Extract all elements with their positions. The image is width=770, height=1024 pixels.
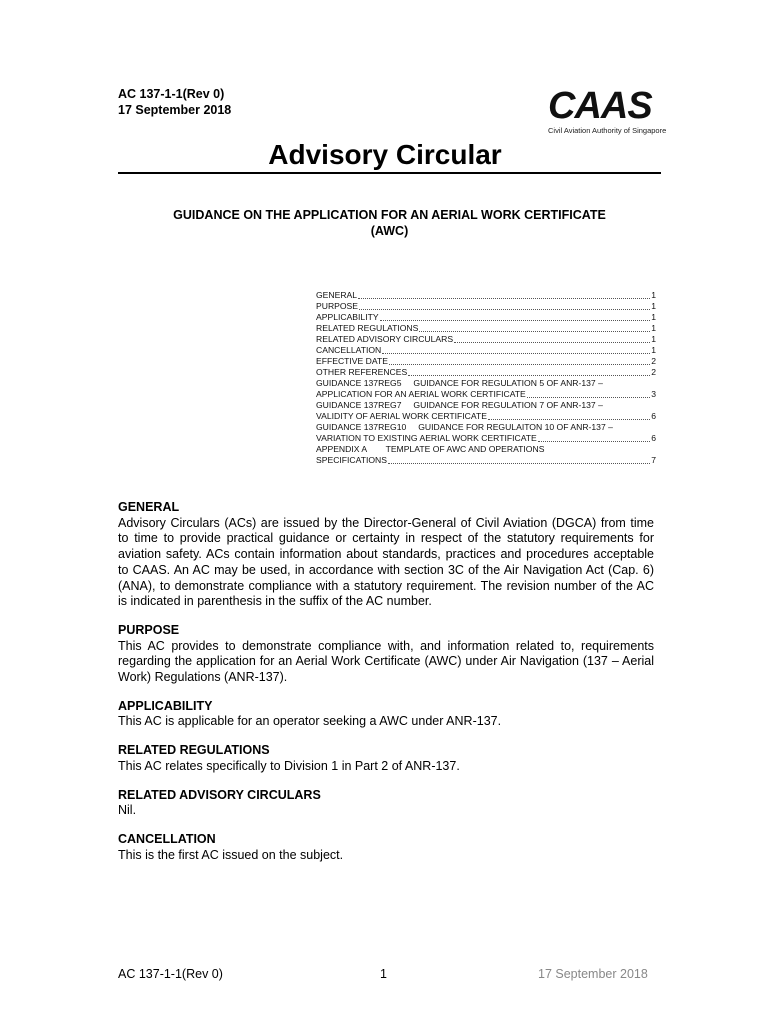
section-text: This AC provides to demonstrate compliance with, and information related to, requirements regarding the application for an Aerial Work Certificate (AWC) under Air Navigation (137 – Aerial Work) Regulations (ANR-137). [118,638,654,685]
toc-leader [419,331,650,332]
section-heading: PURPOSE [118,622,180,637]
section-heading: CANCELLATION [118,831,216,846]
section-text: Nil. [118,803,137,818]
toc-page: 1 [651,301,656,311]
toc-entry-purpose[interactable] [316,301,656,312]
section-heading: GENERAL [118,500,180,514]
section-related-acs [118,788,654,819]
section-related-regulations [118,743,654,774]
document-subtitle [118,207,661,239]
toc-leader [388,463,650,464]
toc-page: 1 [651,312,656,322]
document-body [118,500,654,876]
toc-entry-cancellation[interactable] [316,345,656,356]
subtitle-line-1: GUIDANCE ON THE APPLICATION FOR AN AERIAL WORK CERTIFICATE [173,208,606,222]
toc-page: 7 [651,455,656,465]
toc-entry-guidance-5-line-1[interactable]: GUIDANCE 137REG5 GUIDANCE FOR REGULATION 5 OF ANR-137 – [316,378,603,388]
toc-page: 1 [651,323,656,333]
ac-number: AC 137-1-1(Rev 0) [118,87,225,101]
section-text: This is the first AC issued on the subject. [118,847,344,862]
toc-text: RELATED ADVISORY CIRCULARS [316,334,454,344]
toc-entry-related-acs[interactable] [316,334,656,345]
toc-leader [408,375,650,376]
toc-page: 1 [651,334,656,344]
footer-ac-number: AC 137-1-1(Rev 0) [118,967,223,981]
toc-leader [527,397,650,398]
toc-page: 1 [651,290,656,300]
toc-entry-effective-date[interactable] [316,356,656,367]
toc-page: 2 [651,367,656,377]
toc-entry-guidance-10-line-1[interactable]: GUIDANCE 137REG10 GUIDANCE FOR REGULAITON 10 OF ANR-137 – [316,422,613,432]
toc-text: APPLICATION FOR AN AERIAL WORK CERTIFICATE [316,389,526,399]
section-heading: RELATED REGULATIONS [118,743,270,758]
toc-page: 3 [651,389,656,399]
toc-leader [359,309,650,310]
toc-page: 1 [651,345,656,355]
document-title: Advisory Circular [268,139,502,170]
toc-leader [380,320,651,321]
toc-text: CANCELLATION [316,345,382,355]
toc-entry-general[interactable] [316,290,656,301]
toc-entry-appendix-a-line-2[interactable] [316,455,656,466]
toc-text: EFFECTIVE DATE [316,356,388,366]
toc-leader [389,364,650,365]
section-cancellation [118,832,654,863]
header-date: 17 September 2018 [118,103,232,117]
toc-leader [358,298,650,299]
section-text: Advisory Circulars (ACs) are issued by the Director-General of Civil Aviation (DGCA) from time to time to provide practical guidance or certainty in respect of the statutory requirements for aviation safety. ACs contain information about standards, practices and procedures acceptable to CAAS. An AC may be used, in accordance with section 3C of the Air Navigation Act (Cap. 6) (ANA), to demonstrate compliance with a statutory requirement. The revision number of the AC is indicated in parenthesis in the suffix of the AC number. [118,515,654,609]
toc-page: 6 [651,433,656,443]
footer-page-number: 1 [380,967,387,981]
table-of-contents [316,290,656,466]
section-heading: RELATED ADVISORY CIRCULARS [118,787,321,802]
title-rule [118,172,661,174]
section-applicability [118,699,654,730]
toc-entry-guidance-7-line-1[interactable]: GUIDANCE 137REG7 GUIDANCE FOR REGULATION 7 OF ANR-137 – [316,400,603,410]
toc-text: VARIATION TO EXISTING AERIAL WORK CERTIFICATE [316,433,537,443]
logo-subtitle: Civil Aviation Authority of Singapore [548,126,667,135]
toc-entry-guidance-5-line-2[interactable] [316,389,656,400]
toc-text: GENERAL [316,290,358,300]
toc-entry-guidance-7-line-2[interactable] [316,411,656,422]
toc-leader [488,419,650,420]
section-text: This AC relates specifically to Division 1 in Part 2 of ANR-137. [118,758,460,773]
toc-entry-guidance-10-line-2[interactable] [316,433,656,444]
toc-leader [382,353,650,354]
toc-leader [538,441,650,442]
subtitle-line-2: (AWC) [370,224,409,238]
toc-text: SPECIFICATIONS [316,455,387,465]
section-general [118,500,654,610]
caas-logo [548,85,667,135]
toc-page: 6 [651,411,656,421]
toc-text: RELATED REGULATIONS [316,323,419,333]
toc-text: VALIDITY OF AERIAL WORK CERTIFICATE [316,411,487,421]
footer-date: 17 September 2018 [538,967,648,981]
toc-entry-appendix-a-line-1[interactable]: APPENDIX A TEMPLATE OF AWC AND OPERATIONS [316,444,545,454]
toc-text: APPLICABILITY [316,312,379,322]
logo-mark: CAAS [548,85,652,127]
toc-page: 2 [651,356,656,366]
section-text: This AC is applicable for an operator seeking a AWC under ANR-137. [118,714,502,729]
toc-entry-other-references[interactable] [316,367,656,378]
toc-entry-related-regulations[interactable] [316,323,656,334]
section-purpose [118,623,654,686]
toc-text: OTHER REFERENCES [316,367,408,377]
toc-text: PURPOSE [316,301,359,311]
toc-leader [454,342,650,343]
section-heading: APPLICABILITY [118,698,213,713]
toc-entry-applicability[interactable] [316,312,656,323]
